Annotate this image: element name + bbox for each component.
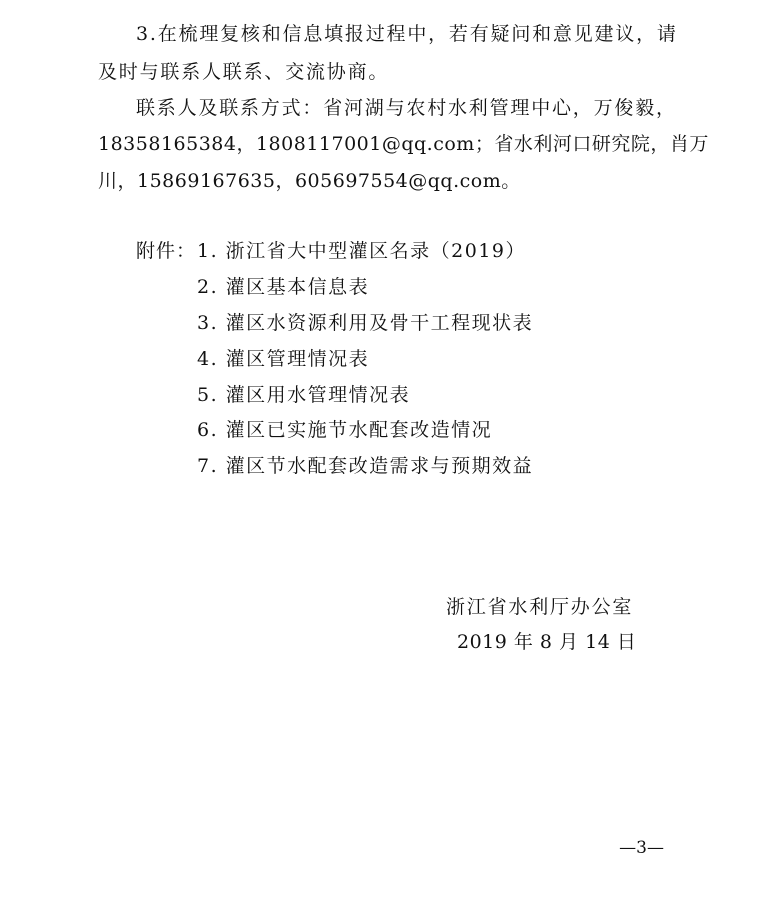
contact-line-1: 联系人及联系方式：省河湖与农村水利管理中心，万俊毅， (136, 97, 677, 119)
attachment-item-7: 7. 灌区节水配套改造需求与预期效益 (197, 455, 534, 477)
contact-line-3: 川，15869167635，605697554@qq.com。 (98, 170, 521, 192)
paragraph-line-2: 及时与联系人联系、交流协商。 (98, 61, 390, 83)
contact-line-2: 18358165384，1808117001@qq.com；省水利河口研究院，肖万 (98, 133, 709, 155)
page-number: —3— (619, 838, 664, 858)
attachment-item-4: 4. 灌区管理情况表 (197, 348, 370, 370)
attachment-item-5: 5. 灌区用水管理情况表 (197, 384, 411, 406)
attachments-label: 附件： (136, 240, 197, 262)
signature-organization: 浙江省水利厅办公室 (446, 596, 634, 618)
attachment-item-1: 1. 浙江省大中型灌区名录（2019） (197, 240, 527, 262)
attachment-item-6: 6. 灌区已实施节水配套改造情况 (197, 419, 493, 441)
attachment-item-2: 2. 灌区基本信息表 (197, 276, 370, 298)
paragraph-line-1: 3.在梳理复核和信息填报过程中，若有疑问和意见建议，请 (136, 23, 678, 45)
attachment-item-3: 3. 灌区水资源利用及骨干工程现状表 (197, 312, 534, 334)
signature-date: 2019 年 8 月 14 日 (457, 631, 637, 653)
